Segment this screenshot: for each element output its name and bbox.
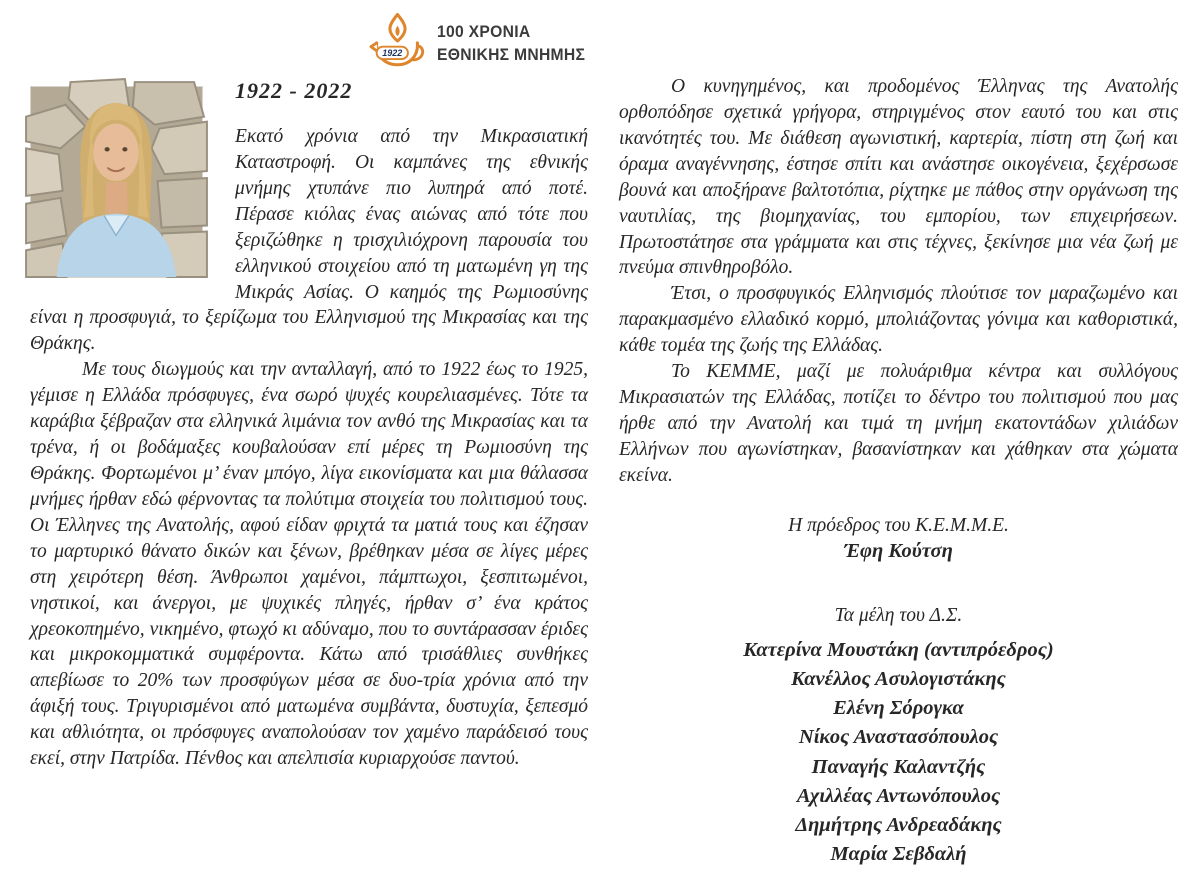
president-label: Η πρόεδρος του Κ.Ε.Μ.Μ.Ε. <box>788 514 1009 536</box>
signature-block <box>619 513 1178 869</box>
left-column <box>30 74 588 772</box>
memorial-logo <box>370 12 593 75</box>
board-member: Κατερίνα Μουστάκη (αντιπρόεδρος) <box>743 639 1054 662</box>
left-column-paragraph-2: Με τους διωγμούς και την ανταλλαγή, από το 1922 έως το 1925, γέμισε η Ελλάδα πρόσφυγες, ένα σωρό ψυχές κουρελιασμένες. Τότε τα καράβια ξέβραζαν στα ελληνικά λιμάνια τον ανθό της Μικρασίας και τα τρένα, ή οι βοδάμαξες κουβαλούσαν επί μέρες τη Ρωμιοσύνη της Θράκης. Φορτωμένοι μ’ έναν μπόγο, λίγα εικονίσματα και μια θάλασσα μνήμες ήρθαν εδώ φέρνοντας τα πολύτιμα στοιχεία του πολιτισμού τους. Οι Έλληνες της Ανατολής, αφού είδαν φριχτά τα ματιά τους και έζησαν το μαρτυρικό θάνατο δικών και ξένων, βρέθηκαν μέσα σε λίγες μέρες στη χειρότερη θέση. Άνθρωποι χαμένοι, πάμπτωχοι, ξεσπιτωμένοι, νηστικοί, και άνεργοι, με ψυχικές πληγές, ήρθαν σ’ ένα κράτος χρεοκοπημένο, νικημένο, φτωχό κι αδύναμο, που το συντάρασσαν έριδες και μικροκομματικά συμφέροντα. Κάτω από τρισάθλιες συνθήκες απεβίωσε το 20% των προσφύγων μέσα σε δυο-τρία χρόνια από την άφιξή τους. Τριγυρισμένοι από ματωμένα συμβάντα, δυστυχία, ξεπεσμό και αθλιότητα, οι πρόσφυγες αναπολούσαν τον χαμένο παράδεισό τους εκεί, στην Πατρίδα. Πένθος και απελπισία κυριαρχούσε παντού. <box>30 359 588 770</box>
logo-line-2: ΕΘΝΙΚΗΣ ΜΝΗΜΗΣ <box>437 45 586 64</box>
board-member: Ελένη Σόρογκα <box>833 697 964 720</box>
board-member: Μαρία Σεβδαλή <box>830 842 967 865</box>
right-column-paragraph-2: Έτσι, ο προσφυγικός Ελληνισμός πλούτισε τον μαραζωμένο και παρακμασμένο ελλαδικό κορμό, μπολιάζοντας γόνιμα και καθοριστικά, κάθε τομέα της ζωής της Ελλάδας. <box>619 283 1178 357</box>
document-title: 1922 - 2022 <box>235 78 353 103</box>
board-member: Δημήτρης Ανδρεαδάκης <box>795 813 1002 836</box>
right-column-paragraph-3: Το ΚΕΜΜΕ, μαζί με πολυάριθμα κέντρα και συλλόγους Μικρασιατών της Ελλάδας, ποτίζει το δέντρο του πολιτισμού που μας ήρθε από την Ανατολή και τιμά τη μνήμη εκατοντάδων χιλιάδων Ελλήνων που αγωνίστηκαν, βασανίστηκαν και χάθηκαν στα χώματα εκείνα. <box>619 361 1178 486</box>
board-member: Αχιλλέας Αντωνόπουλος <box>796 784 1001 807</box>
board-member: Νίκος Αναστασόπουλος <box>798 726 999 749</box>
board-member: Παναγής Καλαντζής <box>811 755 986 778</box>
logo-wordmark <box>437 21 585 67</box>
right-column <box>619 74 1178 869</box>
president-photo <box>30 86 203 278</box>
board-member: Κανέλλος Ασυλογιστάκης <box>791 668 1006 691</box>
lamp-year-text: 1922 <box>382 48 403 59</box>
left-column-paragraph-1: Εκατό χρόνια από την Μικρασιατική Καταστροφή. Οι καμπάνες της εθνικής μνήμης χτυπάνε πιο λυπηρά από ποτέ. Πέρασε κιόλας ένας αιώνας από τότε που ξεριζώθηκε η τρισχιλιόχρονη παρουσία του ελληνικού στοιχείου από τη ματωμένη γη της Μικράς Ασίας. Ο καημός της Ρωμιοσύνης είναι η προσφυγιά, το ξερίζωμα του Ελληνισμού της Μικρασίας και της Θράκης. <box>30 126 588 355</box>
president-name: Έφη Κούτση <box>844 540 953 563</box>
right-column-paragraph-1: Ο κυνηγημένος, και προδομένος Έλληνας της Ανατολής ορθοπόδησε σχετικά γρήγορα, στηριγμένος στον εαυτό του και στις ικανότητές του. Με διάθεση αγωνιστική, καρτερία, πίστη στη ζωή και όραμα αναγέννησης, έστησε σπίτι και ανάστησε οικογένεια, ξεχέρσωσε βουνά και αποξήρανε βαλτοτόπια, ρίχτηκε με πάθος στην οργάνωση της ναυτιλίας, της βιομηχανίας, του εμπορίου, των επιχειρήσεων. Πρωτοστάτησε στα γράμματα και στις τέχνες, ξεκίνησε μια νέα ζωή με πνεύμα σπινθηροβόλο. <box>619 76 1178 279</box>
logo-line-1: 100 ΧΡΟΝΙΑ <box>437 22 531 41</box>
board-label: Τα μέλη του Δ.Σ. <box>834 604 963 626</box>
oil-lamp-flame-icon <box>370 12 425 75</box>
